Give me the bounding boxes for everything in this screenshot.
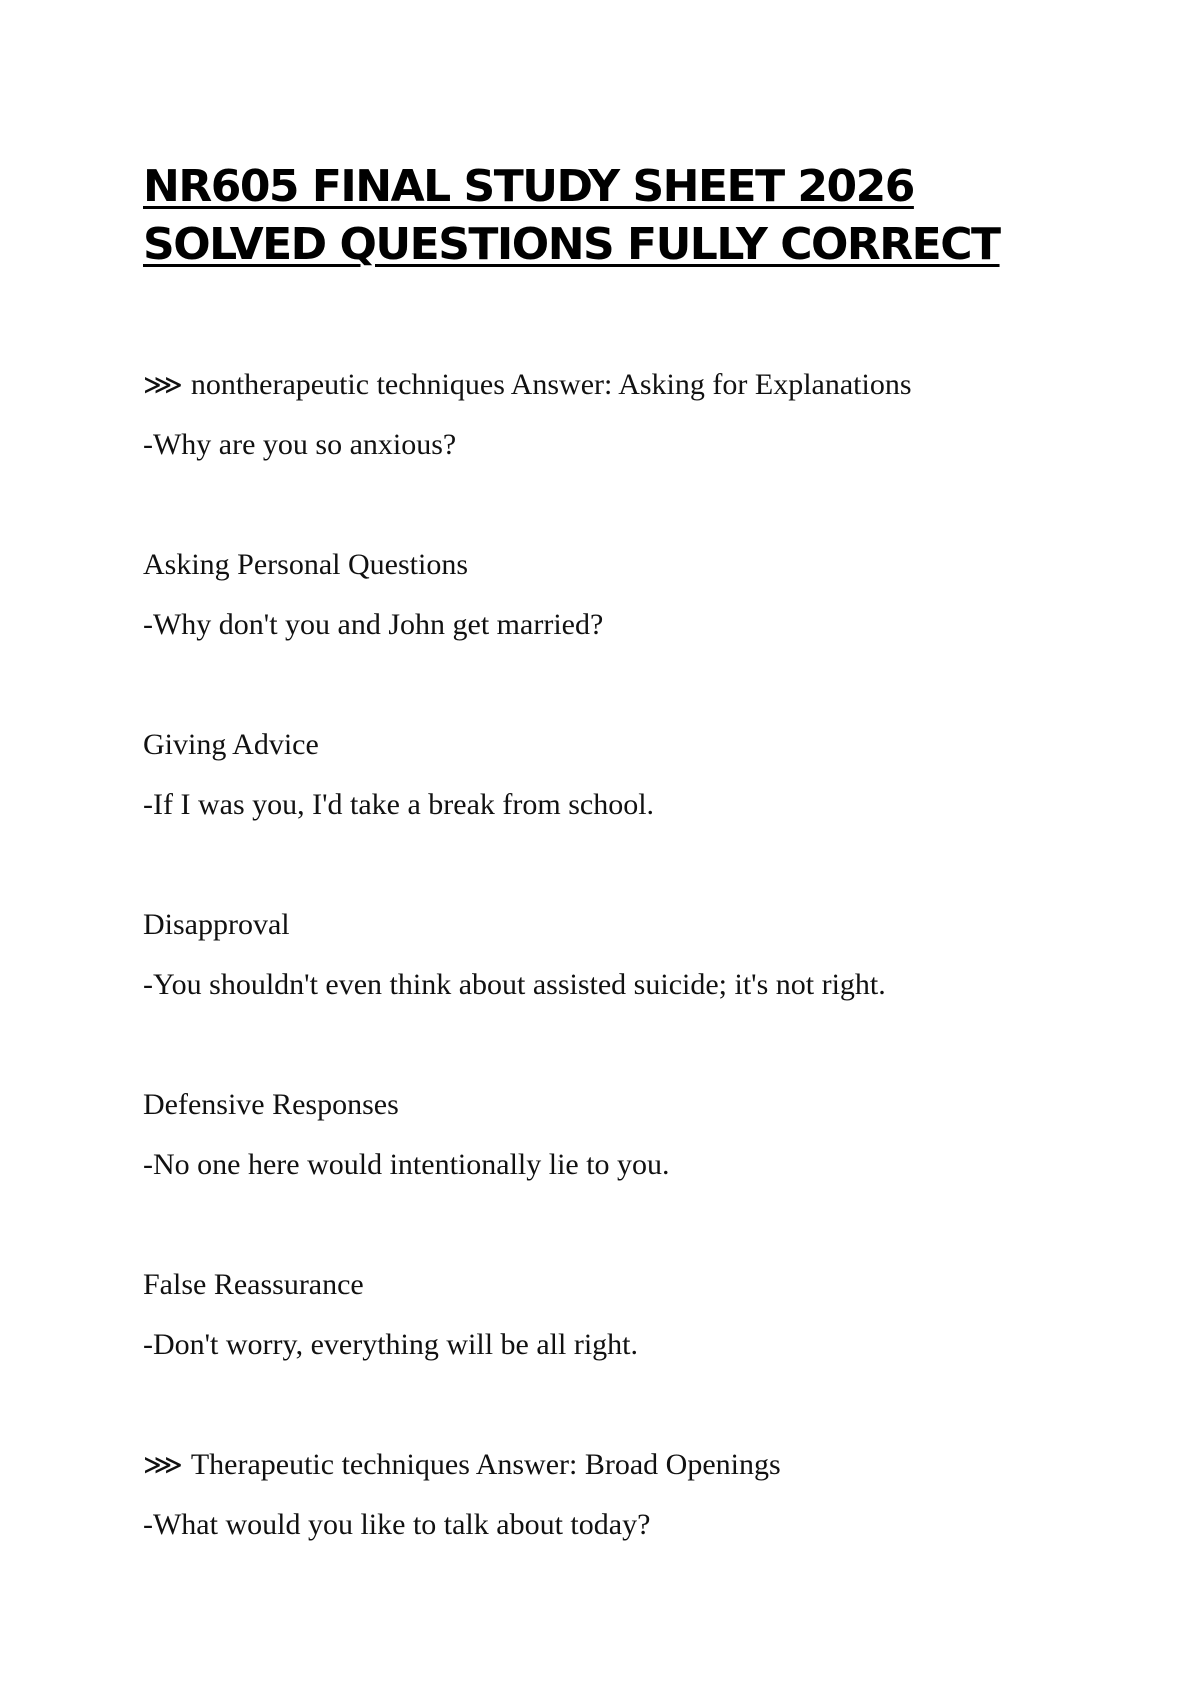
document-title-text: NR605 FINAL STUDY SHEET 2026 SOLVED QUESTIONS FULLY CORRECT	[143, 161, 1000, 270]
qa-block	[143, 715, 1123, 835]
qa-heading	[143, 355, 1123, 415]
qa-heading	[143, 1435, 1123, 1495]
qa-example: -No one here would intentionally lie to you.	[143, 1148, 670, 1181]
arrow-bullet-icon: ⋙	[143, 370, 183, 401]
qa-example: -What would you like to talk about today?	[143, 1508, 651, 1541]
qa-block	[143, 895, 1123, 1015]
arrow-bullet-icon: ⋙	[143, 1450, 183, 1481]
qa-heading: Disapproval	[143, 908, 290, 941]
document-body	[143, 355, 1123, 1615]
qa-block	[143, 355, 1123, 475]
qa-example: -You shouldn't even think about assisted suicide; it's not right.	[143, 968, 886, 1001]
qa-heading-text: Therapeutic techniques Answer: Broad Openings	[190, 1448, 781, 1481]
qa-heading-text: nontherapeutic techniques Answer: Asking for Explanations	[190, 368, 912, 401]
qa-block	[143, 1075, 1123, 1195]
document-title	[143, 158, 1103, 274]
qa-heading: False Reassurance	[143, 1268, 364, 1301]
qa-example: -Don't worry, everything will be all right.	[143, 1328, 639, 1361]
qa-heading: Giving Advice	[143, 728, 319, 761]
qa-block	[143, 535, 1123, 655]
qa-example: -If I was you, I'd take a break from school.	[143, 788, 655, 821]
qa-block	[143, 1255, 1123, 1375]
qa-block	[143, 1435, 1123, 1555]
qa-example: -Why are you so anxious?	[143, 428, 457, 461]
qa-heading: Defensive Responses	[143, 1088, 399, 1121]
qa-example: -Why don't you and John get married?	[143, 608, 604, 641]
qa-heading: Asking Personal Questions	[143, 548, 468, 581]
